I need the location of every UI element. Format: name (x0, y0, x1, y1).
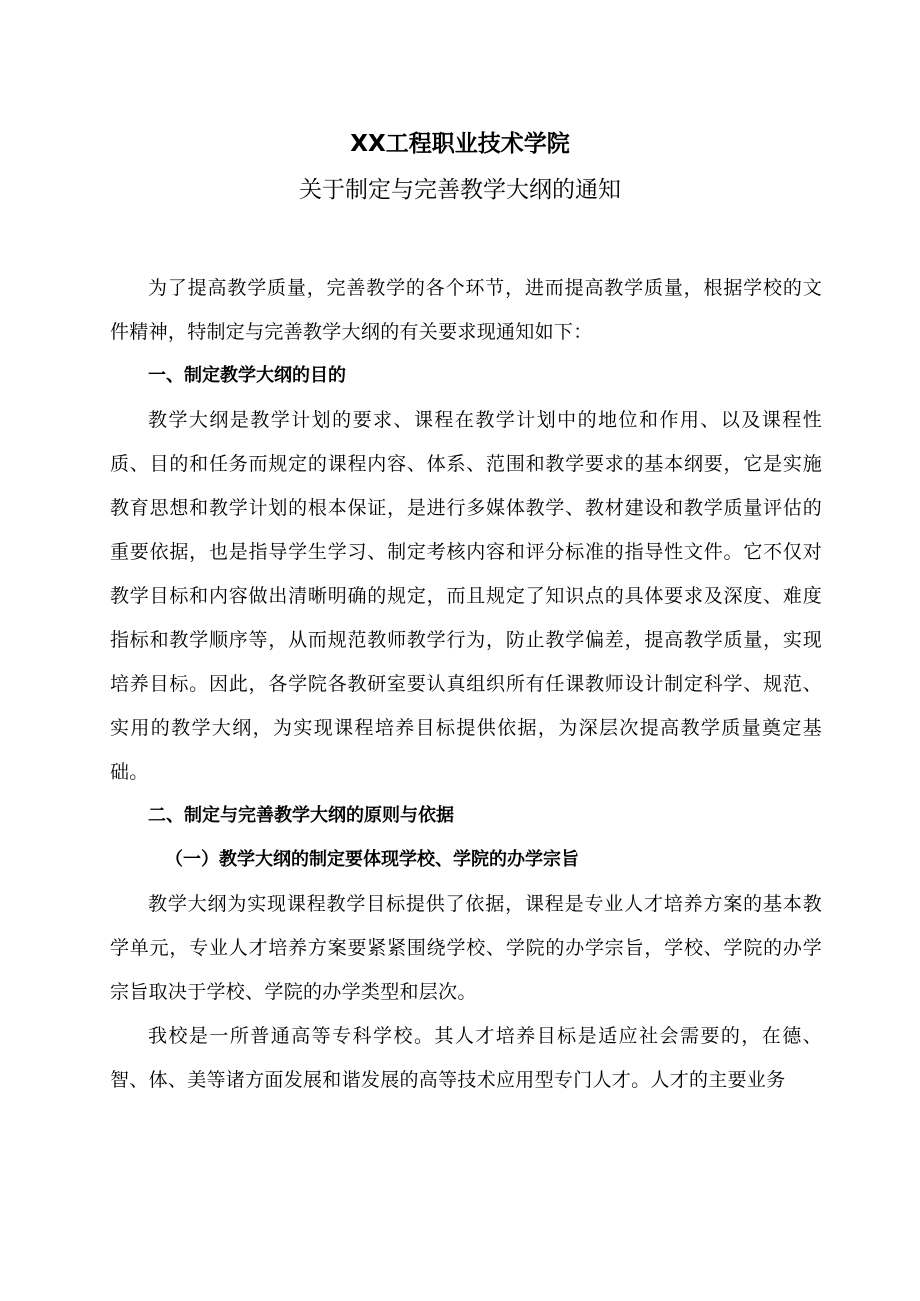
subsection-1-heading: （一）教学大纲的制定要体现学校、学院的办学宗旨 (165, 849, 579, 870)
intro-paragraph: 为了提高教学质量，完善教学的各个环节，进而提高教学质量，根据学校的文件精神，特制定与完善教学大纲的有关要求现通知如下： (110, 277, 822, 343)
section-1-paragraph: 教学大纲是教学计划的要求、课程在教学计划中的地位和作用、以及课程性质、目的和任务而规定的课程内容、体系、范围和教学要求的基本纲要，它是实施教育思想和教学计划的根本保证，是进行多媒体教学、教材建设和教学质量评估的重要依据，也是指导学生学习、制定考核内容和评分标准的指导性文件。它不仅对教学目标和内容做出清晰明确的规定，而且规定了知识点的具体要求及深度、难度指标和教学顺序等，从而规范教师教学行为，防止教学偏差，提高教学质量，实现培养目标。因此，各学院各教研室要认真组织所有任课教师设计制定科学、规范、实用的教学大纲，为实现课程培养目标提供依据，为深层次提高教学质量奠定基础。 (110, 409, 822, 783)
subsection-1-paragraph-1: 教学大纲为实现课程教学目标提供了依据，课程是专业人才培养方案的基本教学单元，专业人才培养方案要紧紧围绕学校、学院的办学宗旨，学校、学院的办学宗旨取决于学校、学院的办学类型和层次。 (110, 893, 822, 1003)
title-institution: XX工程职业技术学院 (350, 131, 570, 157)
subsection-1-paragraph-2: 我校是一所普通高等专科学校。其人才培养目标是适应社会需要的，在德、智、体、美等诸方面发展和谐发展的高等技术应用型专门人才。人才的主要业务 (110, 1025, 822, 1091)
section-2-heading: 二、制定与完善教学大纲的原则与依据 (148, 805, 454, 826)
document-title (0, 121, 920, 213)
section-1-heading: 一、制定教学大纲的目的 (148, 365, 346, 386)
document-body (110, 266, 822, 1102)
title-subject: 关于制定与完善教学大纲的通知 (299, 177, 621, 203)
